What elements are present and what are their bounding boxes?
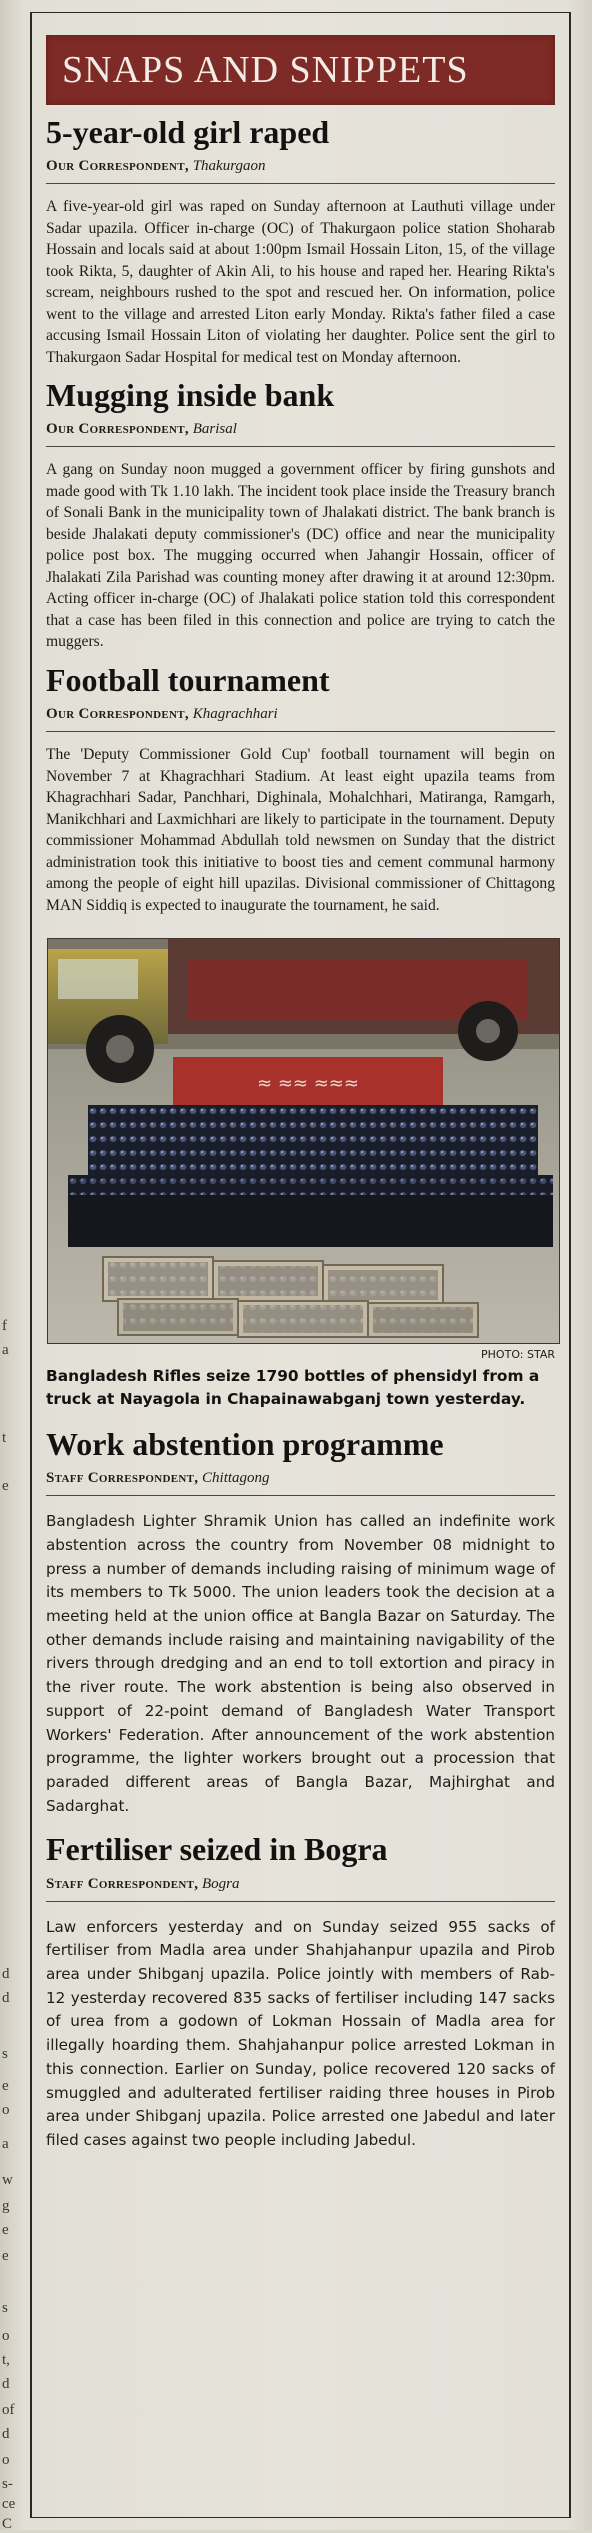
phensidyl-seizure-photo <box>48 939 559 1343</box>
byline-place: Barisal <box>192 421 237 438</box>
svg-text:≈ ≈≈ ≈≈≈: ≈ ≈≈ ≈≈≈ <box>257 1073 359 1095</box>
margin-fragment: o <box>2 2328 10 2344</box>
margin-fragment: ce <box>2 2496 16 2512</box>
byline-place: Thakurgaon <box>192 158 266 175</box>
story-fertiliser <box>46 1832 555 2152</box>
margin-fragment: o <box>2 2452 10 2468</box>
margin-fragment: d <box>2 2376 10 2392</box>
story-girl-raped <box>46 115 555 368</box>
margin-fragment: s <box>2 2046 8 2062</box>
margin-fragment: g <box>2 2198 10 2214</box>
byline-name: Staff Correspondent, <box>46 1470 199 1487</box>
story-body: A five-year-old girl was raped on Sunday afternoon at Lauthuti village under Sadar upazila. Officer in-charge (OC) of Thakurgaon police station Shoharab Hossain and locals said at about 1:00pm Ismail Hossain Liton, 15, of the village took Rikta, 5, daughter of Akin Ali, to his house and raped her. Hearing Rikta's scream, neighbours rushed to the spot and rescued her. On information, police went to the village and arrested Liton early Monday. Rikta's father filed a case accusing Ismail Hossain Liton of violating her daughter. Police sent the girl to Thakurgaon Sadar Hospital for medical test on Monday afternoon. <box>46 198 555 366</box>
story-body: The 'Deputy Commissioner Gold Cup' football tournament will begin on November 7 at Khagrachhari Stadium. At least eight upazila teams from Khagrachhari Sadar, Panchhari, Dighinala, Mohalchhari, Matiranga, Ramgarh, Manikchhari and Laxmichhari are likely to participate in the tournament. Deputy commissioner Mohammad Abdullah told newsmen on Sunday that the district administration took this initiative to boost ties and cement communal harmony among the people of eight hill upazilas. Divisional commissioner of Chittagong MAN Siddiq is expected to inaugurate the tournament, he said. <box>46 746 555 914</box>
story-headline: Work abstention programme <box>46 1426 444 1463</box>
story-football <box>46 663 555 916</box>
margin-fragment: C <box>2 2516 13 2532</box>
byline-place: Chittagong <box>202 1470 270 1487</box>
story-body: A gang on Sunday noon mugged a government officer by firing gunshots and made good with Tk 1.10 lakh. The incident took place inside the Treasury branch of Sonali Bank in the municipality town of Jhalakati district. The bank branch is beside Jhalakati deputy commissioner's (DC) office and near the municipality police post box. The mugging occurred when Jahangir Hossain, officer of Jhalakati Zila Parishad was counting money after drawing it at around 12:30pm. Acting officer in-charge (OC) of Jhalakati police station told this correspondent that a case has been filed in this connection and police are trying to catch the muggers. <box>46 461 555 651</box>
margin-fragment: e <box>2 1478 9 1494</box>
story-byline <box>46 706 555 732</box>
margin-fragment: d <box>2 2426 10 2442</box>
photo-credit: PHOTO: STAR <box>481 1348 555 1362</box>
margin-fragment: o <box>2 2102 10 2118</box>
margin-fragment: s- <box>2 2476 13 2492</box>
story-byline <box>46 1876 555 1902</box>
story-body: Law enforcers yesterday and on Sunday seized 955 sacks of fertiliser from Madla area under Shahjahanpur upazila and Pirob area under Shibganj upazila. Police jointly with members of Rab-12 yesterday recovered 835 sacks of fertiliser including 147 sacks of urea from a godown of Lokman Hossain of Madla area for illegally hoarding them. Shahjahanpur police arrested Lokman in this connection. Earlier on Sunday, police recovered 120 sacks of smuggled and adulterated fertiliser raiding three houses in Pirob area under Shibganj upazila. Police arrested one Jabedul and later filed cases against two people including Jabedul. <box>46 1917 555 2149</box>
story-headline: Mugging inside bank <box>46 377 335 414</box>
story-mugging <box>46 378 555 653</box>
byline-place: Bogra <box>202 1875 240 1892</box>
margin-fragment: of <box>2 2402 15 2418</box>
margin-fragment: d <box>2 1966 10 1982</box>
section-content <box>46 13 555 2153</box>
story-headline: Fertiliser seized in Bogra <box>46 1831 388 1868</box>
margin-fragment: t, <box>2 2352 10 2368</box>
margin-fragment: e <box>2 2078 9 2094</box>
margin-fragment: a <box>2 2136 9 2152</box>
margin-fragment: d <box>2 1990 10 2006</box>
story-byline <box>46 158 555 184</box>
margin-fragment: e <box>2 2248 9 2264</box>
margin-fragment: s <box>2 2300 8 2316</box>
section-banner: SNAPS AND SNIPPETS <box>46 35 555 105</box>
byline-place: Khagrachhari <box>192 706 278 723</box>
story-headline: 5-year-old girl raped <box>46 114 330 150</box>
byline-name: Our Correspondent, <box>46 158 189 175</box>
margin-fragment: t <box>2 1430 7 1446</box>
margin-fragment: e <box>2 2222 9 2238</box>
byline-name: Staff Correspondent, <box>46 1875 199 1892</box>
adjacent-column-fragments <box>0 0 30 2530</box>
margin-fragment: w <box>2 2172 13 2188</box>
news-photo <box>47 938 560 1344</box>
section-frame <box>30 12 571 2518</box>
byline-name: Our Correspondent, <box>46 706 189 723</box>
story-headline: Football tournament <box>46 661 330 698</box>
story-byline <box>46 421 555 447</box>
margin-fragment: f <box>2 1318 7 1334</box>
story-byline <box>46 1470 555 1496</box>
photo-caption: Bangladesh Rifles seize 1790 bottles of phensidyl from a truck at Nayagola in Chapainawabganj town yesterday. <box>46 1367 540 1409</box>
story-body: Bangladesh Lighter Shramik Union has called an indefinite work abstention across the country from November 08 midnight to press a number of demands including raising of minimum wage of its members to Tk 5000. The union leaders took the decision at a meeting held at the union office at Bangla Bazar on Saturday. The other demands include raising and maintaining navigability of the rivers through dredging and an end to toll extortion and piracy in the river route. The work abstention is being also observed in support of 22-point demand of Bangladesh Water Transport Workers' Federation. After announcement of the work abstention programme, the lighter workers brought out a procession that paraded different areas of Bangla Bazar, Majhirghat and Sadarghat. <box>46 1512 555 1815</box>
byline-name: Our Correspondent, <box>46 421 189 438</box>
margin-fragment: a <box>2 1342 9 1358</box>
news-photo-block <box>46 938 555 1411</box>
story-work-abstention <box>46 1427 555 1818</box>
